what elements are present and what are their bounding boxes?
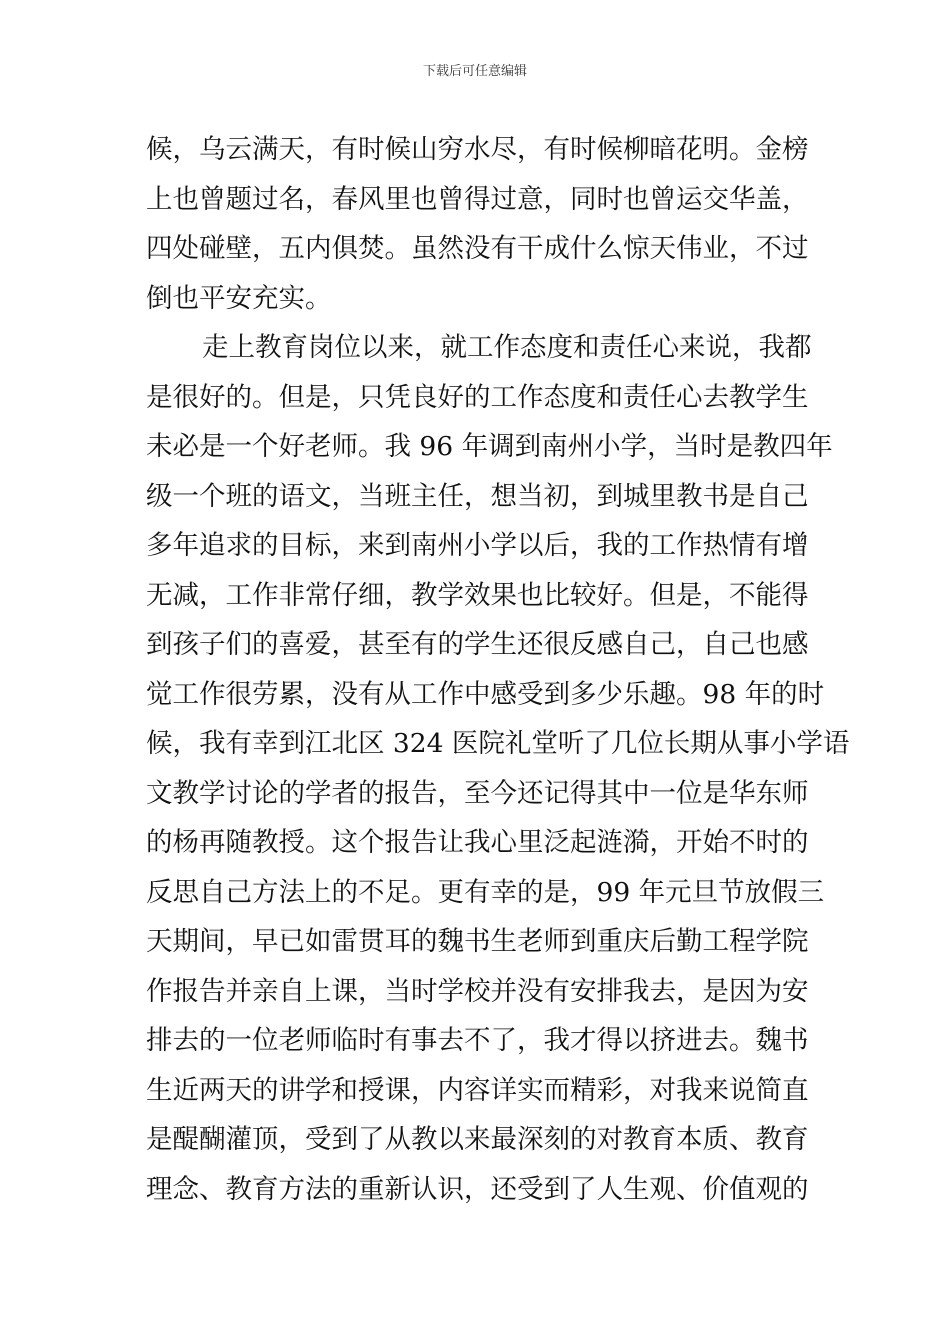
text-line: 上也曾题过名，春风里也曾得过意，同时也曾运交华盖， <box>146 183 809 215</box>
text-line: 是醍醐灌顶，受到了从教以来最深刻的对教育本质、教育 <box>146 1124 809 1155</box>
text-line: 到孩子们的喜爱，甚至有的学生还很反感自己，自己也感 <box>146 629 809 660</box>
text-line: 作报告并亲自上课，当时学校并没有安排我去，是因为安 <box>146 975 809 1007</box>
text-line: 四处碰壁，五内俱焚。虽然没有干成什么惊天伟业，不过 <box>146 233 809 264</box>
text-line: 的杨再随教授。这个报告让我心里泛起涟漪，开始不时的 <box>146 827 809 858</box>
paragraph-2 <box>146 323 850 1214</box>
text-line: 觉工作很劳累，没有从工作中感受到多少乐趣。98 年的时 <box>146 678 825 710</box>
text-line: 是很好的。但是，只凭良好的工作态度和责任心去教学生 <box>146 381 809 413</box>
text-line: 生近两天的讲学和授课，内容详实而精彩，对我来说简直 <box>146 1074 809 1106</box>
text-line: 无减，工作非常仔细，教学效果也比较好。但是，不能得 <box>146 579 809 611</box>
text-line: 候，乌云满天，有时候山穷水尽，有时候柳暗花明。金榜 <box>146 134 809 165</box>
document-body <box>146 125 850 1214</box>
text-line: 天期间，早已如雷贯耳的魏书生老师到重庆后勤工程学院 <box>146 926 809 957</box>
text-line: 排去的一位老师临时有事去不了，我才得以挤进去。魏书 <box>146 1025 809 1056</box>
text-line: 文教学讨论的学者的报告，至今还记得其中一位是华东师 <box>146 777 809 809</box>
text-line: 倒也平安充实。 <box>146 282 332 314</box>
page-header: 下载后可任意编辑 <box>422 64 527 79</box>
text-line: 未必是一个好老师。我 96 年调到南州小学，当时是教四年 <box>146 431 833 462</box>
text-line: 走上教育岗位以来，就工作态度和责任心来说，我都 <box>202 332 812 363</box>
text-line: 候，我有幸到江北区 324 医院礼堂听了几位长期从事小学语 <box>146 728 850 759</box>
text-line: 多年追求的目标，来到南州小学以后，我的工作热情有增 <box>146 530 809 561</box>
text-line: 反思自己方法上的不足。更有幸的是，99 年元旦节放假三 <box>146 876 825 908</box>
text-line: 级一个班的语文，当班主任，想当初，到城里教书是自己 <box>146 480 809 512</box>
paragraph-1 <box>146 125 808 323</box>
text-line: 理念、教育方法的重新认识，还受到了人生观、价值观的 <box>146 1173 809 1205</box>
